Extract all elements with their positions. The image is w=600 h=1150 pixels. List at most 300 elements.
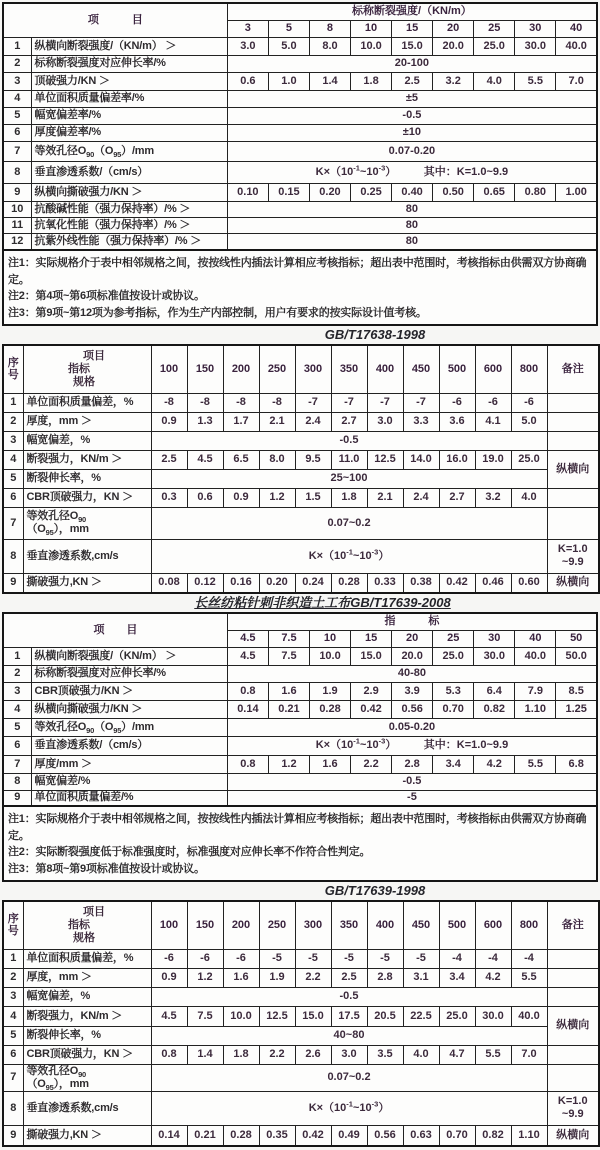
value-cell: -6: [439, 393, 475, 412]
item-label-cell: 标称断裂强度对应伸长率/%: [31, 665, 227, 682]
value-cell: 8: [3, 161, 31, 183]
note-line: 注3：第9项~第12项为参考指标，作为生产内部控制，用户有要求的按实际设计值考核。: [8, 306, 427, 319]
item-label-cell: 等效孔径$O_{90}$ $(O_{95})$，mm: [23, 1064, 151, 1091]
value-cell: 1.9: [259, 968, 295, 987]
value-cell: 8: [3, 539, 23, 573]
item-label-cell: 抗紫外线性能（强力保持率）/% ＞: [31, 233, 227, 250]
value-cell: 50.0: [556, 647, 597, 665]
value-cell: -0.5: [227, 773, 597, 790]
value-cell: 0.28: [310, 700, 351, 718]
value-cell: -8: [187, 393, 223, 412]
header-cell: 50: [556, 630, 597, 647]
item-label-cell: 厚度，mm ＞: [23, 968, 151, 987]
header-cell: 30: [515, 20, 556, 37]
value-cell: $K\times(10^{-1}\sim 10^{-3})$ 其中：K=1.0~9.9: [227, 161, 597, 183]
value-cell: 0.14: [227, 700, 268, 718]
value-cell: 2.9: [351, 682, 392, 700]
value-cell: 0.42: [295, 1125, 331, 1146]
header-cell: [23, 345, 151, 393]
diag-header-line: 项目: [83, 906, 105, 919]
value-cell: 4.5: [151, 1006, 187, 1026]
value-cell: 30.0: [515, 37, 556, 55]
value-cell: 6: [3, 736, 31, 755]
table-host-gb17639-2008: [2, 612, 598, 807]
value-cell: 80: [227, 233, 597, 250]
table-row: [3, 968, 599, 987]
value-cell: 8.5: [556, 682, 597, 700]
table-host-gb17638: [2, 344, 598, 594]
notes-box-2: [2, 807, 598, 882]
value-cell: 纵横向: [547, 450, 599, 488]
table-host-gb17639-1998: [2, 900, 598, 1147]
item-label-cell: 标称断裂强度对应伸长率/%: [31, 55, 227, 72]
standard-title-text: 长丝纺粘针刺非织造土工布GB/T17639-2008: [194, 595, 451, 610]
item-label-cell: 等效孔径$O_{90}$ $(O_{95})$，mm: [23, 507, 151, 539]
value-cell: 7: [3, 507, 23, 539]
value-cell: 5: [3, 469, 23, 488]
value-cell: -8: [259, 393, 295, 412]
value-cell: 4.0: [474, 72, 515, 90]
value-cell: 0.40: [392, 183, 433, 201]
table-row: [3, 647, 597, 665]
value-cell: 2.1: [259, 412, 295, 431]
value-cell: 5.0: [511, 412, 547, 431]
note-line: 注3：第8项~第9项标准值按设计或协议。: [8, 862, 205, 875]
value-cell: 7.5: [187, 1006, 223, 1026]
header-cell: 备注: [547, 901, 599, 949]
value-cell: 1.2: [187, 968, 223, 987]
diag-header-line: 规格: [73, 931, 95, 944]
value-cell: 2.2: [259, 1045, 295, 1064]
header-cell: 15: [351, 630, 392, 647]
table-row: [3, 1026, 599, 1045]
value-cell: 1.4: [187, 1045, 223, 1064]
value-cell: 0.70: [439, 1125, 475, 1146]
table-row: [3, 217, 597, 233]
value-cell: 8: [3, 1091, 23, 1125]
diag-header-line: 指标: [68, 918, 90, 931]
value-cell: 1.9: [310, 682, 351, 700]
value-cell: -5: [367, 949, 403, 968]
value-cell: 15.0: [351, 647, 392, 665]
value-cell: 3.5: [367, 1045, 403, 1064]
value-cell: 8: [3, 773, 31, 790]
value-cell: 0.60: [511, 573, 547, 593]
header-cell: 250: [259, 345, 295, 393]
table-row: [3, 1064, 599, 1091]
section-gb17639-2008: [2, 612, 598, 882]
value-cell: 0.50: [433, 183, 474, 201]
table-row: [3, 412, 599, 431]
value-cell: 6.5: [223, 450, 259, 469]
value-cell: 0.16: [223, 573, 259, 593]
header-cell: 8: [309, 20, 350, 37]
value-cell: 0.20: [259, 573, 295, 593]
value-cell: [547, 488, 599, 507]
note-line: 注2：第4项~第6项标准值按设计或协议。: [8, 290, 205, 302]
table-row: [3, 507, 599, 539]
table-row: [3, 393, 599, 412]
header-cell: 100: [151, 345, 187, 393]
standard-title-changsi: [2, 594, 598, 612]
value-cell: 5.5: [515, 72, 556, 90]
gb-t17638-1998-spec-table: [2, 344, 600, 594]
item-label-cell: 断裂强力，KN/m ＞: [23, 450, 151, 469]
value-cell: 5.0: [268, 37, 309, 55]
item-label-cell: 纵横向断裂强度/（KN/m） ＞: [31, 37, 227, 55]
table-row: [3, 1045, 599, 1064]
table-row: [3, 90, 597, 107]
value-cell: 25.0: [474, 37, 515, 55]
header-cell: 25: [474, 20, 515, 37]
value-cell: 16.0: [439, 450, 475, 469]
value-cell: 9: [3, 1125, 23, 1146]
header-cell: 30: [474, 630, 515, 647]
value-cell: 40.0: [511, 1006, 547, 1026]
value-cell: 15.0: [392, 37, 433, 55]
value-cell: 0.8: [151, 1045, 187, 1064]
value-cell: 2.4: [403, 488, 439, 507]
item-label-cell: 断裂强力，KN/m ＞: [23, 1006, 151, 1026]
header-cell: 5: [268, 20, 309, 37]
table-row: [3, 107, 597, 124]
value-cell: 3.3: [403, 412, 439, 431]
value-cell: 0.08: [151, 573, 187, 593]
table-row: [3, 718, 597, 736]
table-row: [3, 790, 597, 806]
item-label-cell: 纵横向断裂强度/（KN/m） ＞: [31, 647, 227, 665]
value-cell: 2.7: [439, 488, 475, 507]
item-label-cell: 抗氧化性能（强力保持率）/% ＞: [31, 217, 227, 233]
item-label-cell: 纵横向撕破强力/KN ＞: [31, 700, 227, 718]
value-cell: 0.56: [392, 700, 433, 718]
value-cell: 0.82: [475, 1125, 511, 1146]
value-cell: 8.0: [309, 37, 350, 55]
value-cell: 7.0: [511, 1045, 547, 1064]
table-row: [3, 573, 599, 593]
header-cell: 150: [187, 345, 223, 393]
header-cell: 40: [515, 630, 556, 647]
table-row: [3, 1006, 599, 1026]
diag-header-line: 指标: [68, 362, 90, 375]
item-label-cell: CBR顶破强力，KN ＞: [23, 1045, 151, 1064]
value-cell: 1.8: [331, 488, 367, 507]
value-cell: 3.0: [331, 1045, 367, 1064]
value-cell: 1.10: [515, 700, 556, 718]
value-cell: 40-80: [227, 665, 597, 682]
value-cell: 7.0: [556, 72, 597, 90]
value-cell: 0.6: [227, 72, 268, 90]
header-cell: 标称断裂强度/（KN/m）: [227, 3, 597, 20]
value-cell: 2.8: [367, 968, 403, 987]
value-cell: 22.5: [403, 1006, 439, 1026]
standard-title-text: GB/T17638-1998: [324, 327, 426, 342]
value-cell: 0.8: [227, 682, 268, 700]
item-label-cell: 单位面积质量偏差，%: [23, 393, 151, 412]
header-row: [3, 345, 599, 393]
value-cell: 0.42: [439, 573, 475, 593]
section-gb17639-1998: [2, 900, 598, 1147]
header-cell: 20: [433, 20, 474, 37]
header-row: [3, 3, 597, 20]
value-cell: 2: [3, 55, 31, 72]
table-row: [3, 1125, 599, 1146]
value-cell: [547, 987, 599, 1006]
value-cell: 0.8: [227, 755, 268, 773]
item-label-cell: 厚度偏差率/%: [31, 124, 227, 141]
value-cell: 2.6: [295, 1045, 331, 1064]
value-cell: 6.4: [474, 682, 515, 700]
value-cell: 0.6: [187, 488, 223, 507]
value-cell: 3.0: [227, 37, 268, 55]
header-cell: 序 号: [3, 901, 23, 949]
value-cell: 1: [3, 647, 31, 665]
value-cell: 3.6: [439, 412, 475, 431]
header-cell: 800: [511, 901, 547, 949]
diag-header-line: 规格: [73, 375, 95, 388]
value-cell: 11: [3, 217, 31, 233]
value-cell: 1.6: [268, 682, 309, 700]
header-cell: 备注: [547, 345, 599, 393]
table-row: [3, 72, 597, 90]
header-cell: 40: [556, 20, 597, 37]
header-row: [3, 901, 599, 949]
value-cell: 3.0: [367, 412, 403, 431]
value-cell: 25.0: [439, 1006, 475, 1026]
table-row: [3, 539, 599, 573]
header-cell: 25: [433, 630, 474, 647]
value-cell: 3.4: [433, 755, 474, 773]
header-cell: 20: [392, 630, 433, 647]
value-cell: -0.5: [227, 107, 597, 124]
value-cell: 40.0: [556, 37, 597, 55]
value-cell: 4.5: [227, 647, 268, 665]
header-cell: 400: [367, 345, 403, 393]
value-cell: 3: [3, 987, 23, 1006]
value-cell: 1.00: [556, 183, 597, 201]
value-cell: 4.1: [475, 412, 511, 431]
item-label-cell: 厚度，mm ＞: [23, 412, 151, 431]
table-row: [3, 450, 599, 469]
item-label-cell: 单位面积质量偏差/%: [31, 790, 227, 806]
value-cell: 10.0: [310, 647, 351, 665]
table-row: [3, 37, 597, 55]
value-cell: 0.49: [331, 1125, 367, 1146]
value-cell: -5: [227, 790, 597, 806]
item-label-cell: 幅宽偏差率/%: [31, 107, 227, 124]
item-label-cell: CBR顶破强力/KN ＞: [31, 682, 227, 700]
item-label-cell: CBR顶破强力，KN ＞: [23, 488, 151, 507]
value-cell: 0.9: [151, 412, 187, 431]
value-cell: $K\times(10^{-1}\sim 10^{-3})$: [151, 1091, 547, 1125]
value-cell: 10.0: [223, 1006, 259, 1026]
value-cell: 0.9: [223, 488, 259, 507]
item-label-cell: 垂直渗透系数,cm/s: [23, 1091, 151, 1125]
value-cell: 纵横向: [547, 1125, 599, 1146]
value-cell: 0.07-0.20: [227, 141, 597, 161]
value-cell: 1.3: [187, 412, 223, 431]
value-cell: 10.0: [351, 37, 392, 55]
header-cell: 350: [331, 345, 367, 393]
value-cell: -7: [295, 393, 331, 412]
value-cell: 0.35: [259, 1125, 295, 1146]
item-label-cell: 幅宽偏差，%: [23, 987, 151, 1006]
value-cell: 9: [3, 790, 31, 806]
item-label-cell: 抗酸碱性能（强力保持率）/% ＞: [31, 201, 227, 217]
notes-box-1: [2, 251, 598, 326]
header-cell: 3: [227, 20, 268, 37]
value-cell: -6: [475, 393, 511, 412]
value-cell: 20.0: [392, 647, 433, 665]
header-cell: 200: [223, 345, 259, 393]
item-label-cell: 撕破强力,KN ＞: [23, 573, 151, 593]
value-cell: $K\times(10^{-1}\sim 10^{-3})$: [151, 539, 547, 573]
value-cell: 4: [3, 1006, 23, 1026]
value-cell: 25.0: [511, 450, 547, 469]
value-cell: ±10: [227, 124, 597, 141]
gb-t17639-2008-spec-table: [2, 612, 598, 807]
value-cell: 0.07~0.2: [151, 1064, 547, 1091]
header-cell: [23, 901, 151, 949]
value-cell: 0.24: [295, 573, 331, 593]
table-row: [3, 682, 597, 700]
header-cell: 10: [351, 20, 392, 37]
table-row: [3, 233, 597, 250]
value-cell: 0.56: [367, 1125, 403, 1146]
item-label-cell: 垂直渗透系数/（cm/s）: [31, 161, 227, 183]
header-cell: 300: [295, 345, 331, 393]
value-cell: 7: [3, 755, 31, 773]
value-cell: 1.8: [223, 1045, 259, 1064]
nominal-breaking-strength-spec-table: [2, 2, 598, 251]
value-cell: 8.0: [259, 450, 295, 469]
value-cell: -5: [331, 949, 367, 968]
value-cell: 1.4: [309, 72, 350, 90]
value-cell: 15.0: [295, 1006, 331, 1026]
header-cell: 15: [392, 20, 433, 37]
value-cell: 7.9: [515, 682, 556, 700]
value-cell: -7: [403, 393, 439, 412]
value-cell: 1: [3, 949, 23, 968]
value-cell: -6: [223, 949, 259, 968]
value-cell: 4: [3, 700, 31, 718]
table-row: [3, 488, 599, 507]
table-row: [3, 469, 599, 488]
value-cell: 0.70: [433, 700, 474, 718]
value-cell: 9: [3, 183, 31, 201]
item-label-cell: 幅宽偏差，%: [23, 431, 151, 450]
value-cell: 5.3: [433, 682, 474, 700]
header-cell: 400: [367, 901, 403, 949]
table-row: [3, 183, 597, 201]
table-row: [3, 141, 597, 161]
value-cell: 19.0: [475, 450, 511, 469]
value-cell: [547, 507, 599, 539]
value-cell: 2.5: [151, 450, 187, 469]
value-cell: -4: [511, 949, 547, 968]
header-cell: 350: [331, 901, 367, 949]
diag-header-line: 项目: [83, 350, 105, 363]
value-cell: 2.7: [331, 412, 367, 431]
item-label-cell: 厚度/mm ＞: [31, 755, 227, 773]
value-cell: 3.2: [433, 72, 474, 90]
table-row: [3, 1091, 599, 1125]
value-cell: 25~100: [151, 469, 547, 488]
value-cell: 0.12: [187, 573, 223, 593]
value-cell: 5: [3, 718, 31, 736]
value-cell: 10: [3, 201, 31, 217]
value-cell: 纵横向: [547, 1006, 599, 1045]
item-label-cell: 断裂伸长率，%: [23, 1026, 151, 1045]
value-cell: -4: [439, 949, 475, 968]
header-cell: 250: [259, 901, 295, 949]
item-label-cell: 等效孔径$O_{90}(O_{95})/mm$: [31, 141, 227, 161]
value-cell: 7: [3, 141, 31, 161]
value-cell: 1.25: [556, 700, 597, 718]
value-cell: 0.9: [151, 968, 187, 987]
table-row: [3, 201, 597, 217]
value-cell: 5: [3, 1026, 23, 1045]
value-cell: 40~80: [151, 1026, 547, 1045]
value-cell: 0.33: [367, 573, 403, 593]
value-cell: 4: [3, 90, 31, 107]
header-cell: 300: [295, 901, 331, 949]
value-cell: 0.07~0.2: [151, 507, 547, 539]
value-cell: 40.0: [515, 647, 556, 665]
value-cell: [547, 1045, 599, 1064]
header-cell: 项 目: [3, 613, 227, 647]
table-row: [3, 431, 599, 450]
value-cell: 6: [3, 124, 31, 141]
header-cell: 序 号: [3, 345, 23, 393]
value-cell: 80: [227, 217, 597, 233]
value-cell: 14.0: [403, 450, 439, 469]
value-cell: 30.0: [474, 647, 515, 665]
table-host-nominal-strength: [2, 2, 598, 251]
table-row: [3, 161, 597, 183]
value-cell: 4.5: [187, 450, 223, 469]
value-cell: [547, 412, 599, 431]
item-label-cell: 单位面积质量偏差，%: [23, 949, 151, 968]
value-cell: 1: [3, 393, 23, 412]
standard-title-text: GB/T17639-1998: [324, 883, 426, 898]
value-cell: 9: [3, 573, 23, 593]
value-cell: 0.10: [227, 183, 268, 201]
value-cell: 2.5: [331, 968, 367, 987]
header-cell: 450: [403, 901, 439, 949]
value-cell: 1.8: [351, 72, 392, 90]
header-cell: 600: [475, 901, 511, 949]
value-cell: -5: [259, 949, 295, 968]
value-cell: 2: [3, 412, 23, 431]
value-cell: 0.82: [474, 700, 515, 718]
value-cell: [547, 393, 599, 412]
table-row: [3, 55, 597, 72]
item-label-cell: 纵横向撕破强力/KN ＞: [31, 183, 227, 201]
value-cell: 2.4: [295, 412, 331, 431]
value-cell: -7: [331, 393, 367, 412]
note-line: 注1：实际规格介于表中相邻规格之间，按按线性内插法计算相应考核指标；超出表中范围时，考核指标由供需双方协商确定。: [8, 257, 587, 286]
value-cell: 2: [3, 968, 23, 987]
value-cell: K=1.0 ~9.9: [547, 539, 599, 573]
value-cell: 5: [3, 107, 31, 124]
value-cell: 0.28: [331, 573, 367, 593]
value-cell: 6: [3, 1045, 23, 1064]
value-cell: -6: [187, 949, 223, 968]
value-cell: 3.4: [439, 968, 475, 987]
value-cell: 4.2: [475, 968, 511, 987]
value-cell: 6.8: [556, 755, 597, 773]
